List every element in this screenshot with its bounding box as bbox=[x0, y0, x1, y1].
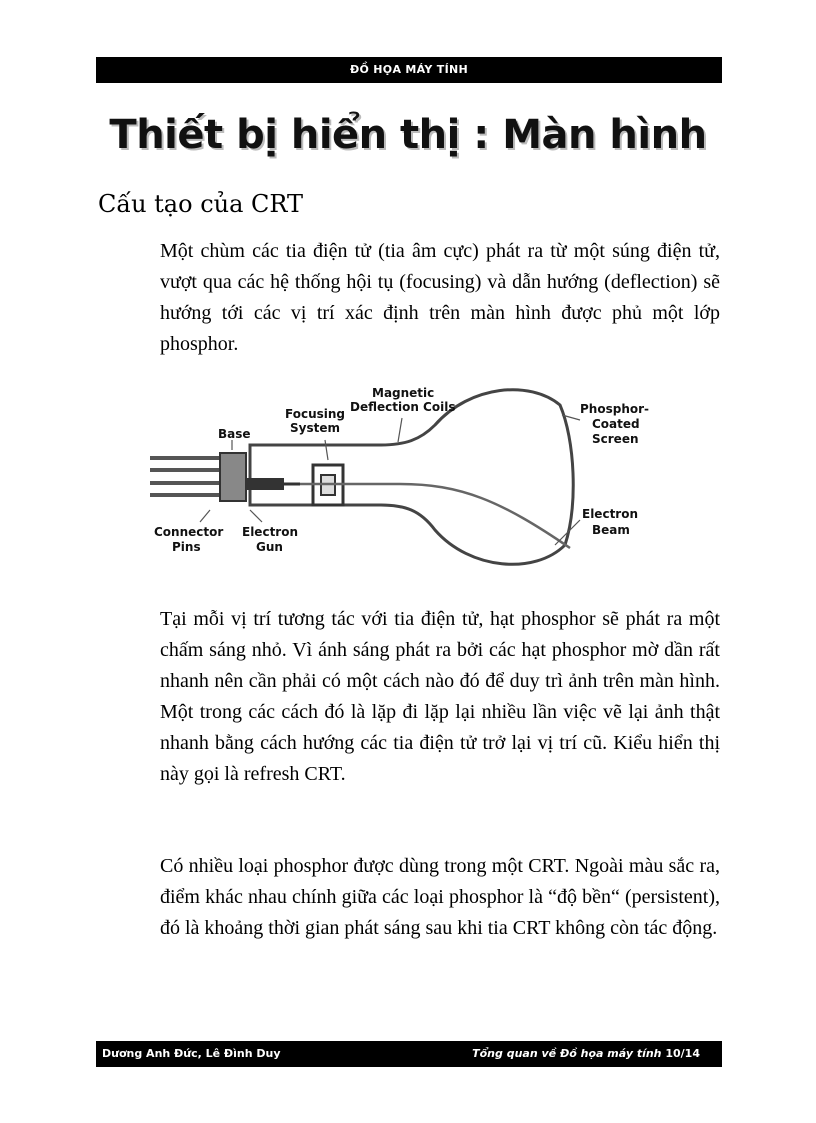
label-gun: Electron bbox=[242, 525, 299, 539]
label-beam-2: Beam bbox=[592, 523, 630, 537]
footer-bar bbox=[96, 1041, 722, 1067]
label-gun-2: Gun bbox=[256, 540, 283, 554]
crt-base bbox=[220, 453, 246, 501]
label-beam: Electron bbox=[582, 507, 639, 521]
crt-diagram bbox=[140, 370, 680, 580]
electron-gun bbox=[246, 478, 284, 490]
label-base: Base bbox=[218, 427, 251, 441]
label-phosphor: Phosphor- bbox=[580, 402, 649, 416]
label-magnetic: Magnetic bbox=[372, 386, 435, 400]
label-phosphor-2: Coated bbox=[592, 417, 640, 431]
label-magnetic-2: Deflection Coils bbox=[350, 400, 456, 414]
paragraph-intro: Một chùm các tia điện tử (tia âm cực) phát ra từ một súng điện tử, vượt qua các hệ thống hội tụ (focusing) và dẫn hướng (deflection) sẽ hướng tới các vị trí xác định trên màn hình được phủ một lớp phosphor. bbox=[160, 240, 720, 355]
connector-pins bbox=[150, 458, 222, 495]
label-focusing-2: System bbox=[290, 421, 340, 435]
header-bar bbox=[96, 57, 722, 83]
footer-course-title: Tổng quan về Đồ họa máy tính bbox=[472, 1047, 662, 1060]
label-focusing: Focusing bbox=[285, 407, 345, 421]
section-heading: Cấu tạo của CRT bbox=[98, 190, 304, 218]
footer-authors: Dương Anh Đức, Lê Đình Duy bbox=[102, 1047, 281, 1060]
label-connector: Connector bbox=[154, 525, 224, 539]
footer-course bbox=[472, 1041, 700, 1067]
paragraph-persistence: Có nhiều loại phosphor được dùng trong một CRT. Ngoài màu sắc ra, điểm khác nhau chính giữa các loại phosphor là “độ bền“ (persistent), đó là khoảng thời gian phát sáng sau khi tia CRT không còn tác động. bbox=[160, 855, 720, 939]
label-connector-2: Pins bbox=[172, 540, 201, 554]
page-number: 10/14 bbox=[665, 1047, 700, 1060]
paragraph-phosphor: Tại mỗi vị trí tương tác với tia điện tử, hạt phosphor sẽ phát ra một chấm sáng nhỏ. Vì ánh sáng phát ra bởi các hạt phosphor mờ dần rất nhanh nên cần phải có một cách nào đó để duy trì ảnh trên màn hình. Một trong các cách đó là lặp đi lặp lại nhiều lần việc vẽ lại ảnh thật nhanh bằng cách hướng các tia điện tử trở lại vị trí cũ. Kiểu hiển thị này gọi là refresh CRT. bbox=[160, 608, 720, 785]
page-title: Thiết bị hiển thị : Màn hình bbox=[109, 112, 707, 158]
header-title: ĐỒ HỌA MÁY TÍNH bbox=[349, 63, 468, 76]
label-phosphor-3: Screen bbox=[592, 432, 639, 446]
